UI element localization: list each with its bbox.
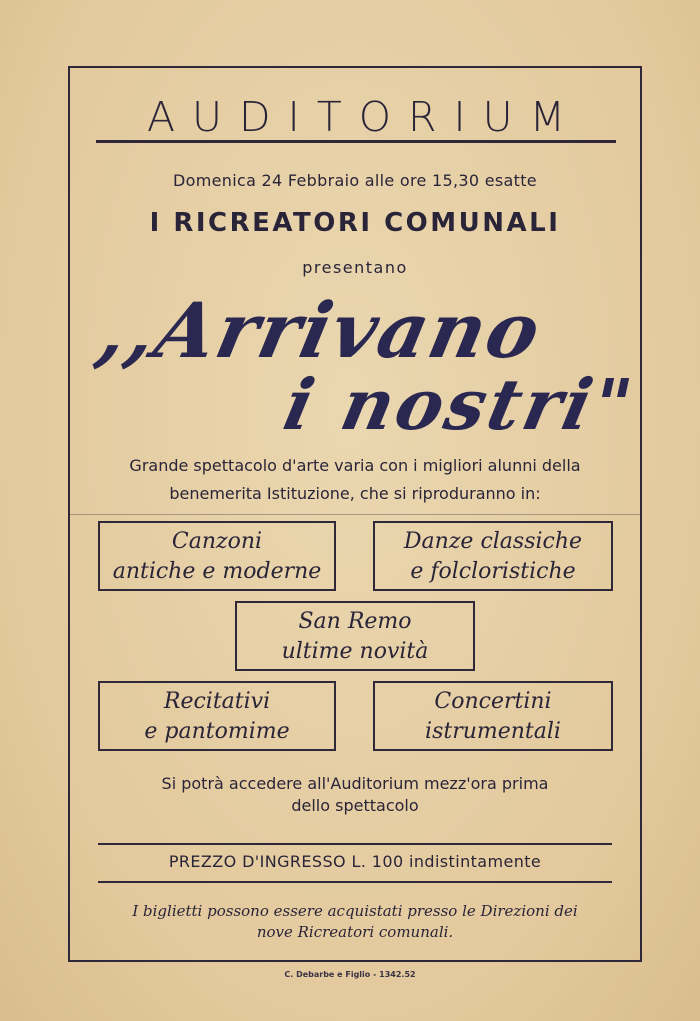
description-divider (70, 514, 642, 515)
act-line-1: San Remo (298, 609, 412, 634)
act-line-2: antiche e moderne (112, 559, 322, 584)
description-line-1: Grande spettacolo d'arte varia con i migliori alunni della (129, 456, 581, 475)
act-line-1: Recitativi (163, 689, 271, 714)
access-note-line-2: dello spettacolo (291, 796, 419, 815)
act-line-2: ultime novità (281, 639, 429, 664)
act-line-1: Concertini (434, 689, 552, 714)
organizer-name: I RICREATORI COMUNALI (149, 208, 561, 238)
price-rule-bottom (98, 881, 612, 883)
date-line: Domenica 24 Febbraio alle ore 15,30 esatte (173, 171, 537, 190)
act-line-2: istrumentali (425, 719, 561, 744)
act-box-recitativi (98, 681, 336, 751)
act-box-canzoni (98, 521, 336, 591)
act-line-1: Danze classiche (403, 529, 583, 554)
act-box-danze (373, 521, 613, 591)
presents-text: presentano (302, 258, 408, 277)
price-rule-top (98, 843, 612, 845)
act-box-sanremo (235, 601, 475, 671)
title-underline (96, 140, 616, 143)
act-line-1: Canzoni (171, 529, 263, 554)
description-line-2: benemerita Istituzione, che si riproduranno in: (169, 484, 541, 503)
act-box-concertini (373, 681, 613, 751)
ticket-price: PREZZO D'INGRESSO L. 100 indistintamente (168, 852, 542, 871)
printer-credit: C. Debarbe e Figlio - 1342.52 (284, 970, 416, 979)
tickets-info-line-1: I biglietti possono essere acquistati presso le Direzioni dei (132, 902, 578, 920)
tickets-info-line-2: nove Ricreatori comunali. (256, 923, 454, 941)
act-line-2: e folcloristiche (410, 559, 576, 584)
headline-line-1: ,,Arrivano (90, 286, 550, 375)
act-line-2: e pantomime (144, 719, 290, 744)
access-note-line-1: Si potrà accedere all'Auditorium mezz'ora prima (161, 774, 549, 793)
headline-line-2: i nostri" (277, 363, 643, 446)
venue-title: AUDITORIUM (147, 93, 582, 141)
